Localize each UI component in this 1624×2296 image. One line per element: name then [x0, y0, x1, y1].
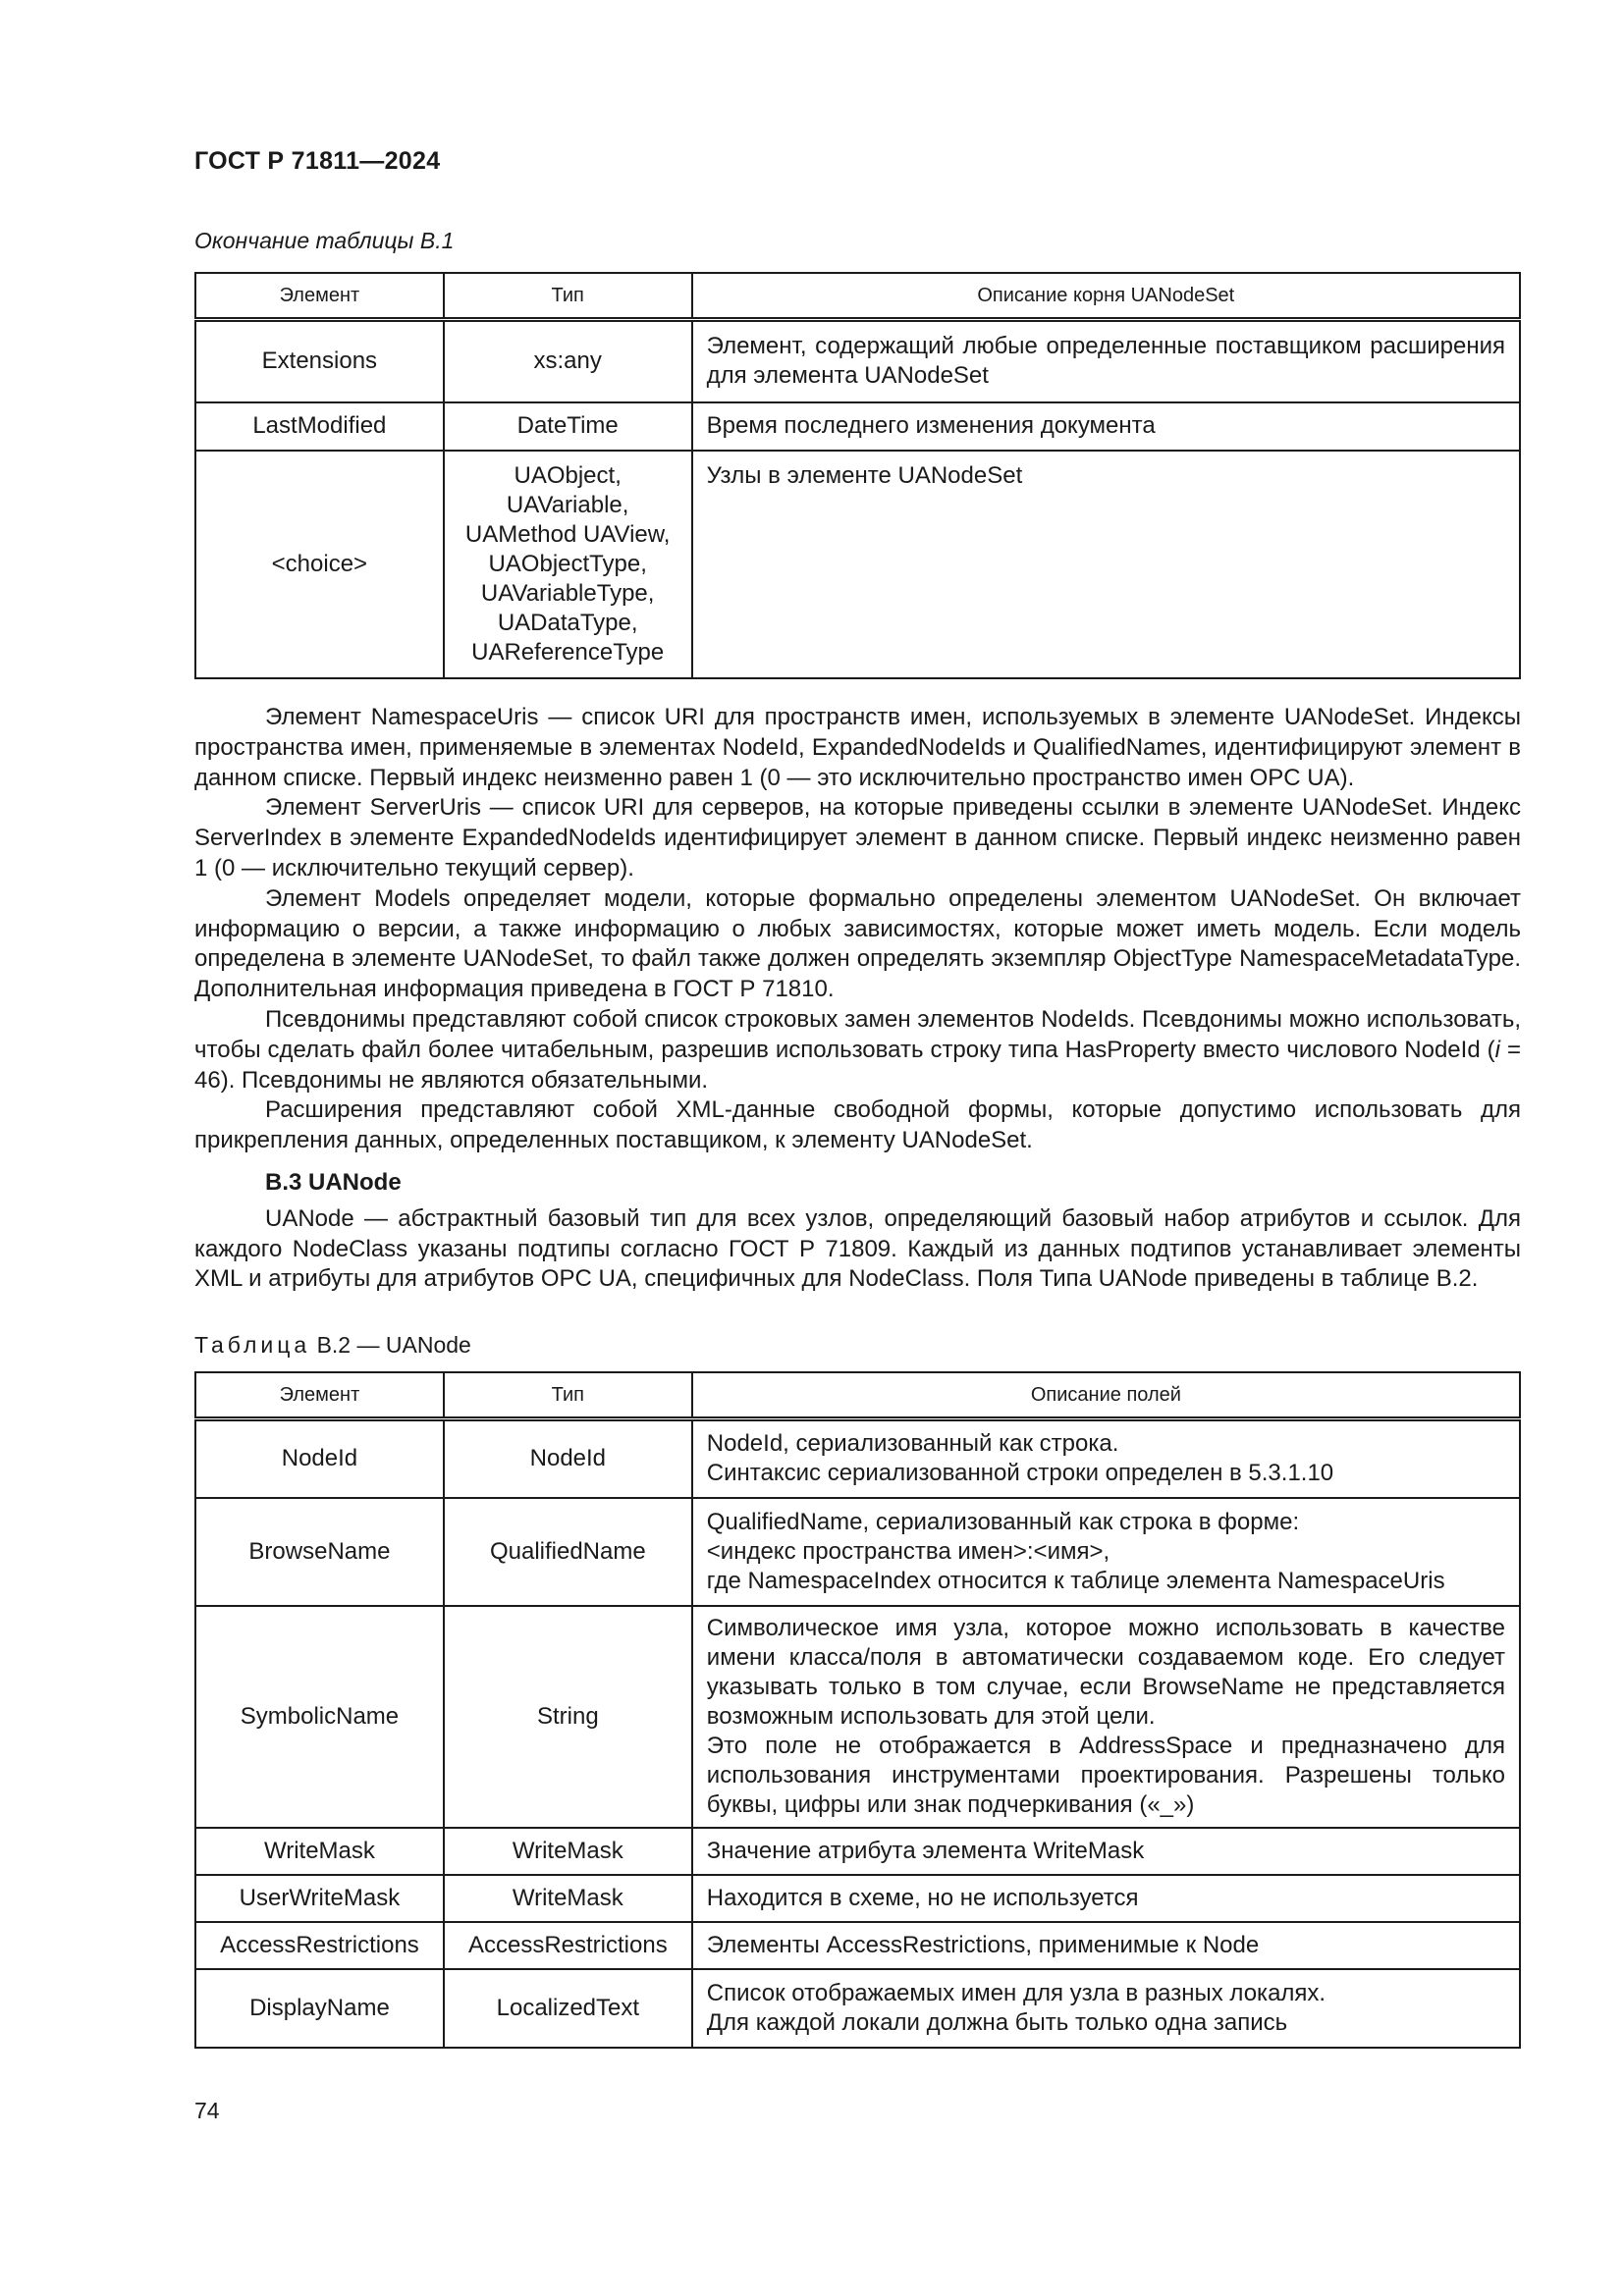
cell-description: Находится в схеме, но не используется [692, 1875, 1520, 1922]
variable-i: i [1494, 1036, 1500, 1063]
paragraph-aliases [194, 1005, 1521, 1095]
cell-description-line: <индекс пространства имен>:<имя>, [706, 1537, 1110, 1565]
table-row [195, 1606, 1520, 1828]
cell-element: UserWriteMask [195, 1875, 444, 1922]
cell-description-line: QualifiedName, сериализованный как строка в форме: [706, 1508, 1300, 1535]
table-caption-label: Таблица [194, 1332, 311, 1358]
cell-description: Элементы AccessRestrictions, применимые к Node [692, 1922, 1520, 1969]
cell-type-line: UADataType, [497, 609, 638, 636]
column-header-description: Описание корня UANodeSet [692, 273, 1520, 320]
cell-description-line: Символическое имя узла, которое можно использовать в качестве имени класса/поля в автоматически создаваемом коде. Его следует указывать только в том случае, если BrowseName не представляется возможным использовать для этой цели. [706, 1614, 1505, 1730]
paragraph-uanode: UANode — абстрактный базовый тип для всех узлов, определяющий базовый набор атрибутов и ссылок. Для каждого NodeClass указаны подтипы согласно ГОСТ Р 71809. Каждый из данных подтипов устанавливает элементы XML и атрибуты для атрибутов OPC UA, специфичных для NodeClass. Поля Типа UANode приведены в таблице В.2. [194, 1204, 1521, 1293]
body-text [194, 703, 1521, 1295]
column-header-element: Элемент [195, 273, 444, 320]
column-header-type: Тип [444, 1372, 692, 1419]
table-row [195, 402, 1520, 451]
cell-description: Узлы в элементе UANodeSet [692, 451, 1520, 678]
table-row [195, 1419, 1520, 1498]
cell-description: Значение атрибута элемента WriteMask [692, 1828, 1520, 1875]
paragraph-extensions: Расширения представляют собой XML-данные свободной формы, которые допустимо использовать для прикрепления данных, определенных поставщиком, к элементу UANodeSet. [194, 1096, 1521, 1154]
cell-description: Время последнего изменения документа [692, 402, 1520, 451]
cell-description [692, 1969, 1520, 2048]
cell-description: Элемент, содержащий любые определенные поставщиком расширения для элемента UANodeSet [692, 320, 1520, 402]
table-row [195, 320, 1520, 402]
cell-type: String [444, 1606, 692, 1828]
cell-type-line: UAObjectType, [488, 550, 647, 577]
column-header-description: Описание полей [692, 1372, 1520, 1419]
cell-element: NodeId [195, 1419, 444, 1498]
cell-type-line: UAObject, [514, 461, 622, 489]
cell-type: LocalizedText [444, 1969, 692, 2048]
table-row [195, 1498, 1520, 1606]
table-row [195, 1969, 1520, 2048]
cell-type: WriteMask [444, 1875, 692, 1922]
cell-type-line: UAReferenceType [471, 638, 665, 666]
cell-type-line: UAVariable, [506, 491, 629, 518]
cell-type: xs:any [444, 320, 692, 402]
cell-description-line: где NamespaceIndex относится к таблице элемента NamespaceUris [706, 1567, 1445, 1594]
cell-element: LastModified [195, 402, 444, 451]
table-caption-title: В.2 — UANode [316, 1332, 471, 1358]
cell-type: WriteMask [444, 1828, 692, 1875]
document-header: ГОСТ Р 71811—2024 [194, 147, 441, 175]
cell-type-line: UAVariableType, [480, 579, 655, 607]
cell-type: NodeId [444, 1419, 692, 1498]
table-row [195, 1922, 1520, 1969]
paragraph-aliases-text: Псевдонимы представляют собой список строковых замен элементов NodeIds. Псевдонимы можно использовать, чтобы сделать файл более читабельным, разрешив использовать строку типа HasProperty вместо числового NodeId ( [194, 1005, 1521, 1063]
table-b2 [194, 1371, 1521, 2049]
paragraph-aliases-text-end: = 46). Псевдонимы не являются обязательными. [194, 1036, 1522, 1094]
cell-description-line: Для каждой локали должна быть только одна запись [706, 2008, 1288, 2036]
cell-description-line: Список отображаемых имен для узла в разных локалях. [706, 1979, 1326, 2006]
table-b2-caption [194, 1332, 471, 1359]
table-row [195, 1828, 1520, 1875]
cell-description [692, 1419, 1520, 1498]
column-header-type: Тип [444, 273, 692, 320]
cell-element: WriteMask [195, 1828, 444, 1875]
table-header-row [195, 1372, 1520, 1419]
column-header-element: Элемент [195, 1372, 444, 1419]
table-b1 [194, 272, 1521, 679]
cell-element: SymbolicName [195, 1606, 444, 1828]
cell-element: AccessRestrictions [195, 1922, 444, 1969]
page-number: 74 [194, 2098, 220, 2123]
cell-type: QualifiedName [444, 1498, 692, 1606]
table-row [195, 451, 1520, 678]
cell-description-line: Это поле не отображается в AddressSpace и предназначено для использования инструментами проектирования. Разрешены только буквы, цифры или знак подчеркивания («_») [706, 1732, 1505, 1818]
cell-element: DisplayName [195, 1969, 444, 2048]
cell-element: <choice> [195, 451, 444, 678]
paragraph-server-uris: Элемент ServerUris — список URI для серверов, на которые приведены ссылки в элементе UANodeSet. Индекс ServerIndex в элементе ExpandedNodeIds идентифицирует элемент в данном списке. Первый индекс неизменно равен 1 (0 — исключительно текущий сервер). [194, 794, 1521, 881]
cell-type-line: UAMethod UAView, [464, 520, 671, 548]
cell-description [692, 1498, 1520, 1606]
cell-type [444, 451, 692, 678]
cell-element: BrowseName [195, 1498, 444, 1606]
table-row [195, 1875, 1520, 1922]
table-header-row [195, 273, 1520, 320]
cell-description [692, 1606, 1520, 1828]
cell-type: DateTime [444, 402, 692, 451]
paragraph-models: Элемент Models определяет модели, которые формально определены элементом UANodeSet. Он включает информацию о версии, а также информацию о любых зависимостях, которые может иметь модель. Если модель определена в элементе UANodeSet, то файл также должен определять экземпляр ObjectType NamespaceMetadataType. Дополнительная информация приведена в ГОСТ Р 71810. [194, 884, 1521, 1003]
cell-description-line: NodeId, сериализованный как строка. [706, 1430, 1119, 1458]
paragraph-namespace-uris: Элемент NamespaceUris — список URI для пространств имен, используемых в элементе UANodeSet. Индексы пространства имен, применяемые в элементах NodeId, ExpandedNodeIds и QualifiedNames, идентифицируют элемент в данном списке. Первый индекс неизменно равен 1 (0 — это исключительно пространство имен OPC UA). [194, 704, 1521, 791]
section-title: В.3 UANode [265, 1168, 402, 1196]
table-b1-caption: Окончание таблицы В.1 [194, 228, 455, 253]
cell-type: AccessRestrictions [444, 1922, 692, 1969]
cell-description-line: Синтаксис сериализованной строки определен в 5.3.1.10 [706, 1460, 1334, 1487]
cell-element: Extensions [195, 320, 444, 402]
